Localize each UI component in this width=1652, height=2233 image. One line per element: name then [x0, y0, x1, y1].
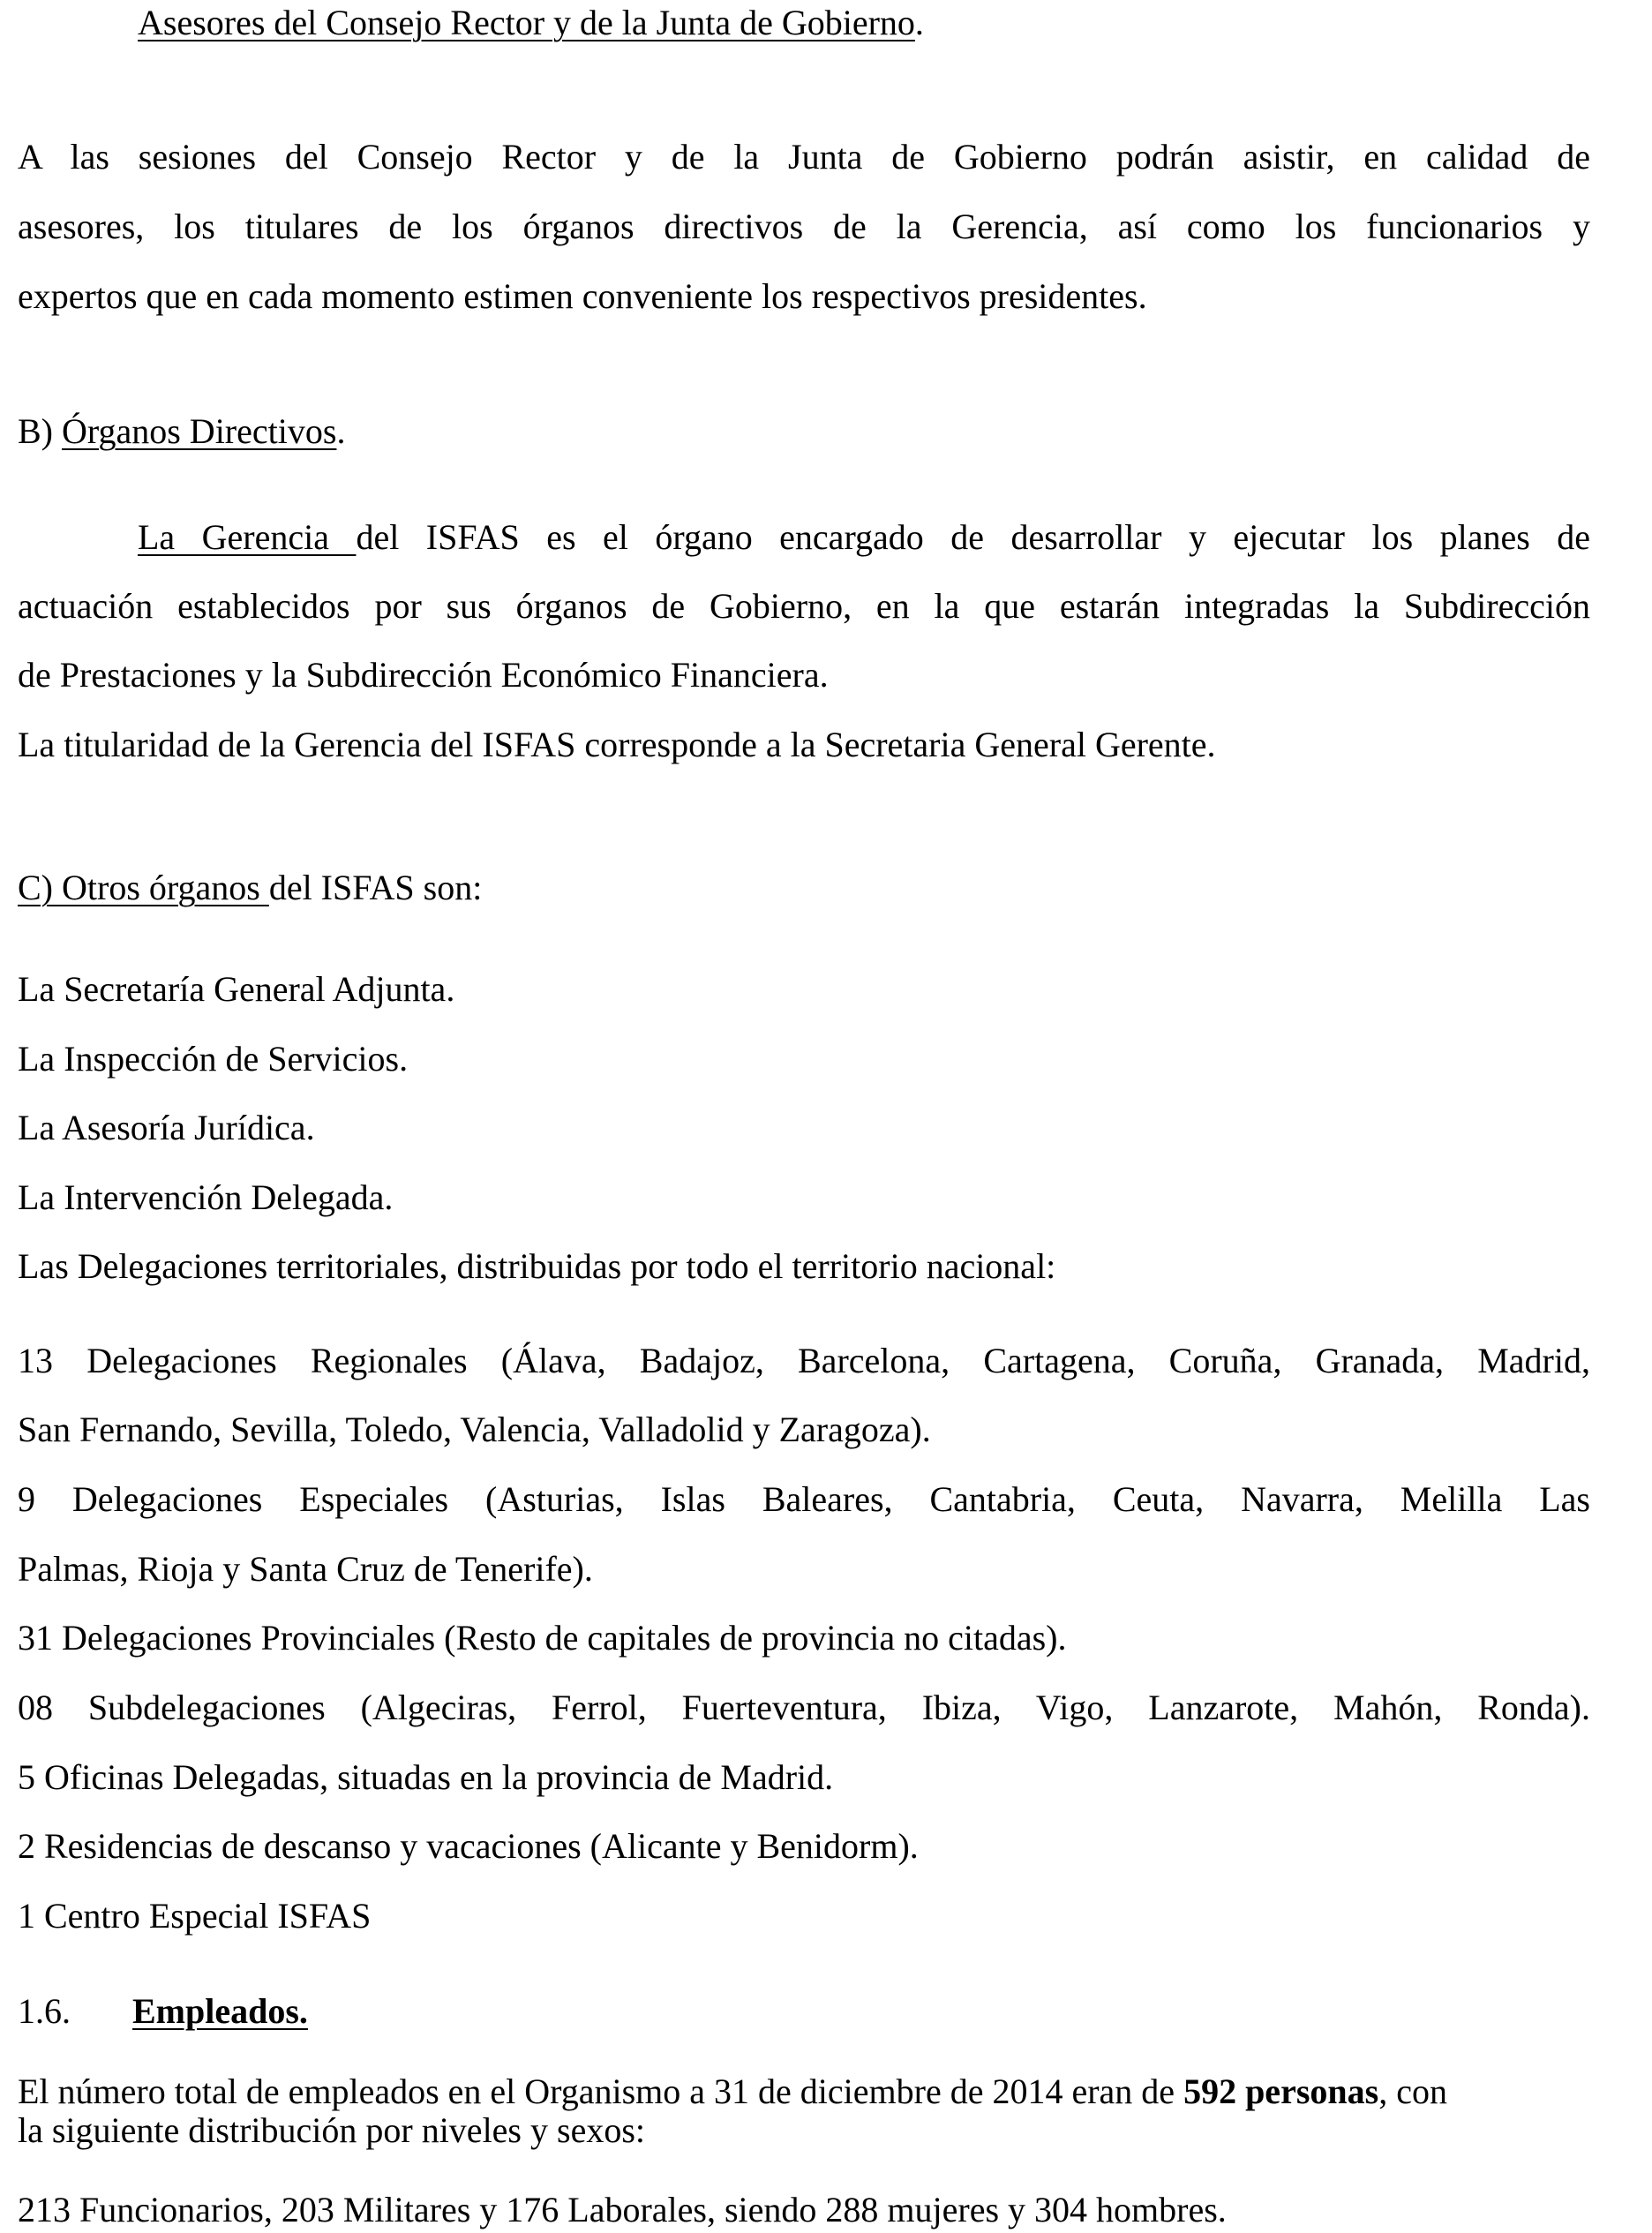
special-delegations-line-2: Palmas, Rioja y Santa Cruz de Tenerife). — [18, 1549, 593, 1589]
section-c-prefix: C) — [18, 868, 53, 907]
gerencia-text: del ISFAS es el órgano encargado de desarrollar y ejecutar los planes de — [356, 517, 1591, 557]
list-item: Las Delegaciones territoriales, distribuidas por todo el territorio nacional: — [18, 1246, 1056, 1286]
provincial-delegations: 31 Delegaciones Provinciales (Resto de capitales de provincia no citadas). — [18, 1618, 1067, 1658]
section-b-prefix: B) — [18, 411, 62, 451]
employees-paragraph-line-1 — [18, 2071, 1447, 2113]
employees-summary: 213 Funcionarios, 203 Militares y 176 Laborales, siendo 288 mujeres y 304 hombres. — [18, 2190, 1227, 2229]
section-b-paragraph-line-2: actuación establecidos por sus órganos de Gobierno, en la que estarán integradas la Subdirección — [18, 586, 1590, 626]
section-c-heading-line — [18, 867, 482, 909]
section-b-heading: Órganos Directivos — [62, 411, 337, 451]
residences: 2 Residencias de descanso y vacaciones (Alicante y Benidorm). — [18, 1826, 919, 1866]
advisors-heading-period: . — [914, 3, 924, 42]
regional-delegations-line-2: San Fernando, Sevilla, Toledo, Valencia, Valladolid y Zaragoza). — [18, 1410, 931, 1449]
section-b-paragraph-line-4: La titularidad de la Gerencia del ISFAS corresponde a la Secretaria General Gerente. — [18, 725, 1216, 764]
section-b-paragraph-line-1 — [138, 516, 1590, 559]
list-item: La Asesoría Jurídica. — [18, 1108, 315, 1147]
employees-heading-line — [18, 1990, 308, 2033]
delegated-offices: 5 Oficinas Delegadas, situadas en la provincia de Madrid. — [18, 1757, 834, 1797]
special-center: 1 Centro Especial ISFAS — [18, 1896, 372, 1936]
list-item: La Intervención Delegada. — [18, 1177, 394, 1217]
employees-heading: Empleados. — [132, 1991, 308, 2031]
advisors-paragraph-line-3: expertos que en cada momento estimen conveniente los respectivos presidentes. — [18, 276, 1147, 316]
advisors-heading-line — [138, 2, 924, 44]
regional-delegations-line-1: 13 Delegaciones Regionales (Álava, Badajoz, Barcelona, Cartagena, Coruña, Granada, Madrid, — [18, 1341, 1590, 1380]
special-delegations-line-1: 9 Delegaciones Especiales (Asturias, Islas Baleares, Cantabria, Ceuta, Navarra, Melilla Las — [18, 1479, 1590, 1519]
list-item: La Secretaría General Adjunta. — [18, 969, 455, 1009]
employees-total: 592 personas — [1183, 2071, 1379, 2111]
advisors-paragraph-line-2: asesores, los titulares de los órganos directivos de la Gerencia, así como los funcionarios y — [18, 207, 1590, 246]
gerencia-label: La Gerencia — [138, 517, 357, 557]
subdelegations: 08 Subdelegaciones (Algeciras, Ferrol, Fuerteventura, Ibiza, Vigo, Lanzarote, Mahón, Ronda). — [18, 1688, 1590, 1727]
employees-text-start: El número total de empleados en el Organismo a 31 de diciembre de 2014 eran de — [18, 2071, 1184, 2111]
section-b-heading-period: . — [336, 411, 346, 451]
list-item: La Inspección de Servicios. — [18, 1039, 409, 1079]
employees-text-end: , con — [1378, 2071, 1447, 2111]
employees-paragraph-line-2: la siguiente distribución por niveles y sexos: — [18, 2110, 645, 2150]
section-b-paragraph-line-3: de Prestaciones y la Subdirección Económico Financiera. — [18, 655, 829, 695]
employees-section-number: 1.6. — [18, 1991, 71, 2031]
section-b-heading-line — [18, 410, 345, 453]
advisors-heading: Asesores del Consejo Rector y de la Junta de Gobierno — [138, 3, 915, 42]
section-c-heading-rest: del ISFAS son: — [268, 868, 483, 907]
section-c-heading: Otros órganos — [53, 868, 269, 907]
advisors-paragraph-line-1: A las sesiones del Consejo Rector y de la Junta de Gobierno podrán asistir, en calidad de — [18, 137, 1590, 177]
